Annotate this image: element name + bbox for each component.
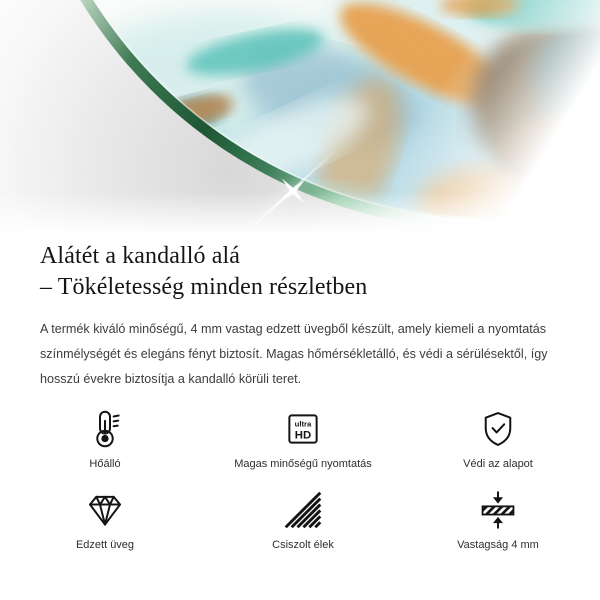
- feature-label: Hőálló: [89, 458, 121, 470]
- section-description: A termék kiváló minőségű, 4 mm vastag edzett üvegből készült, amely kiemeli a nyomtatás színmélységét és elegáns fényt biztosít. Magas hőmérsékletálló, és védi a sérülésektől, így hosszú évekre biztosítja a kandalló körüli teret.: [40, 322, 548, 386]
- glass-panel-image: [0, 0, 600, 235]
- diamond-icon: [85, 490, 125, 530]
- feature-label: Csiszolt élek: [272, 539, 334, 551]
- section-title-line2: – Tökéletesség minden részletben: [40, 274, 368, 300]
- feature-polished-edges: [170, 490, 436, 551]
- feature-protects-base: [436, 409, 560, 470]
- feature-grid: [40, 409, 560, 551]
- ultra-hd-icon: [283, 409, 323, 449]
- section-title: [40, 241, 560, 303]
- feature-tempered-glass: [40, 490, 170, 551]
- feature-heat-resistant: [40, 409, 170, 470]
- feature-label: Edzett üveg: [75, 539, 135, 551]
- hero-bottom-fade: [0, 192, 600, 235]
- section-title-line1: Alátét a kandalló alá: [40, 243, 241, 269]
- feature-thickness: [436, 490, 560, 551]
- product-photo: [0, 0, 600, 235]
- hd-text: HD: [294, 429, 312, 442]
- polished-edges-icon: [283, 490, 323, 530]
- thermometer-icon: [85, 409, 125, 449]
- thickness-icon: [478, 490, 518, 530]
- content-block: [0, 241, 600, 551]
- feature-label: Magas minőségű nyomtatás: [234, 458, 372, 470]
- feature-print-quality: [170, 409, 436, 470]
- ultra-text: ultra: [294, 419, 312, 429]
- shield-check-icon: [478, 409, 518, 449]
- feature-label: Vastagság 4 mm: [457, 539, 539, 551]
- feature-label: Védi az alapot: [463, 458, 533, 470]
